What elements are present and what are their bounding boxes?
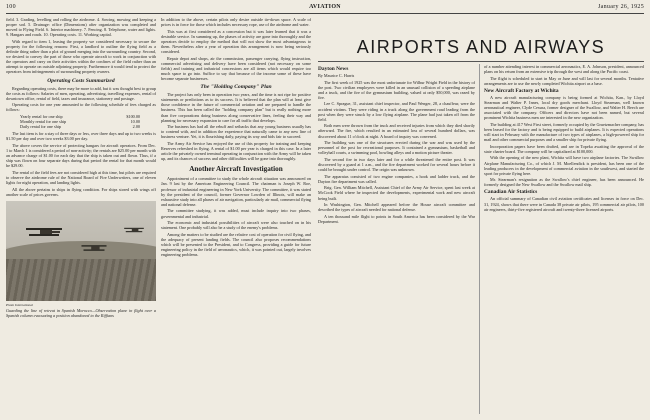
byline: By Maurice C. Harris	[318, 73, 355, 78]
column-3	[318, 64, 475, 415]
paragraph: The apparatus consisted of two engine companies, a hook and ladder truck, and the Dayton fire department was called.	[318, 173, 475, 184]
paragraph: A new aircraft manufacturing company is being formed at Wichita, Kan., by Lloyd Stearman and Walter P. Innes, local dry goods merchant. Lloyd Stearman, well known aeronautical engineer, Clyde Cessna, former designer of the Swallow, and Walter H. Beech are associated with the company. Officers and directors have not been named, but several prominent Wichita business men are interested in the new organization.	[484, 94, 644, 121]
issue-date: January 26, 1925	[598, 4, 644, 10]
paragraph: field. 3. Grading, levelling and rolling the airdrome. 4. Sowing, mowing and keeping a proper sod. 5. Drainage: office (Dimensions) after organization was completed and moved to Flying Field. 6. Interior machinery. 7. Fencing. 8. Telephone, water and lights. 9. Hangars and roads. 10. Operating costs. 11. Working capital.	[6, 17, 156, 38]
paragraph: Both men were thrown from the truck and received injuries from which they died shortly afterward. The fire, which resulted in an estimated loss of several hundred dollars, was discovered about 11 o'clock at night. A board of inquiry was convened.	[318, 123, 475, 139]
paragraph: The building at 417 West First street, formerly occupied by the Gruetzmacher company, has been leased for the factory and is being equipped to build airplanes. It is expected operations will start in February with the manufacture of two types of airplanes, a high-powered ship for mail and other commercial purposes and a smaller ship for private flying.	[484, 121, 644, 143]
article-heading: Canadian Air Statistics	[484, 189, 538, 196]
paragraph: The rental of the field fees are not considered high at this time, but pilots are required to observe the airdrome rule of the National Board of Fire Underwriters, one of eleven lights for night operation, and landing lights.	[6, 169, 156, 186]
paragraph: Lee C. Sprague, 31, assistant chief inspector, and Paul Wenger, 28, a chauffeur, were the accident victims. They were riding in a truck along the government road leading from the post when they were struck by a low flying airplane. The plane had just taken off from the field.	[318, 101, 475, 122]
paragraph: Appointment of a committee to study the whole aircraft situation was announced on Jan. 9 last by the American Engineering Council. The chairman is Joseph W. Roe, professor of industrial engineering in New York University. The committee, it was stated by the president of the council, former Governor Lowden of Illinois, will make an exhaustive study into all phases of air navigation, particularly air mail, commercial flying and national defense.	[161, 176, 311, 207]
section-banner: AIRPORTS AND AIRWAYS	[356, 37, 606, 57]
paragraph: Brig. Gen. William Mitchell, Assistant Chief of the Army Air Service, spent last week at McCook Field where he inspected the developments, experimental work and new aircraft being built.	[318, 185, 475, 201]
paragraph: The Army Air Service has enjoyed the use of this property for training and keeping Reserves refreshed in flying. A rental of $1.00 per year is charged in this case. In a later article the privately owned terminal operating in conjunction with the Army will be taken up, and its chances of success and other difficulties will be gone into thoroughly.	[161, 140, 311, 162]
paragraph: Regarding operating costs, there may be more to add, but it was thought best to group the costs as follows: Salaries of men, operating, advertising, travelling expenses, rental of downtown office, rental of field, taxes and insurance, stationery and postage.	[6, 85, 156, 101]
paragraph: The flight is scheduled to start in May or June and will last for several months. Tentative arrangements are to use the newly completed Wichita airport as a base.	[484, 75, 644, 86]
paragraph: The building was one of the structures erected during the war and was used by the personnel of the post for recreational purposes. It contained a gymnasium, basketball and volleyball courts, a swimming pool, bowling alleys and a motion picture theater.	[318, 140, 475, 156]
article-heading: Dayton News	[318, 66, 349, 72]
paragraph: The committee studying, it was added, must include inquiry into two phases, governmental and industrial.	[161, 208, 311, 219]
paragraph: An official summary of Canadian civil aviation certificates and licenses in force on Dec. 31, 1924, shows that there were in Canada 38 private air pilots, 195 commercial air pilots, 100 air engineers, thirty-five registered aircraft and twenty-three licensed airports.	[484, 196, 644, 212]
paragraph: In Washington, Gen. Mitchell appeared before the House aircraft committee and described the types of aircraft needed for national defense.	[318, 202, 475, 213]
paragraph: With the opening of the new plant, Wichita will have two airplane factories. The Swallow Airplane Manufacturing Co., of which J. M. Moellendick is president, has been one of the leading producers in the development of commercial aviation in the southwest, and started the sport for private flying here.	[484, 155, 644, 176]
biplane-icon	[124, 226, 144, 234]
paragraph: Incorporation papers have been drafted, and are in Topeka awaiting the approval of the state charter board. The company will be capitalized at $100,000.	[484, 143, 644, 154]
paragraph: Operating costs for one year amounted to the following schedule of fees charged as follows:	[6, 102, 156, 113]
paragraph: The first week of 1925 was the most unfortunate for Wilbur Wright Field in the history of the post. Two civilian employees were killed in an unusual collision of a speeding airplane and a truck, and the fire of the gymnasium building, valued at only $50,000, was razed by fire.	[318, 79, 475, 100]
photo-credit: Photo International	[6, 302, 33, 307]
section-subheading: Operating Costs Summarized	[47, 77, 115, 84]
banner-rule	[318, 61, 644, 62]
paragraph: In addition to the above, certain pilots only desire outside tie-down space. A scale of prices is in force for those which includes necessary rope, use of the airdrome and water.	[161, 17, 311, 28]
paragraph: A ten thousand mile flight to points in South America has been considered by the War Department.	[318, 213, 475, 224]
fee-value: $100.00	[126, 114, 140, 119]
paragraph: The project has only been in operation two years, and the time is not ripe for positive statements or predictions as to its success. It is believed that the plan will at least give those confidence in the future of commercial aviation and are prepared to handle the business. This has been called the "holding company plan" but is really nothing more than five corporations doing business along conservative lines, feeling their way and planning for necessary expansion to care for all traffic that develops.	[161, 92, 311, 123]
paragraph: of a number attending interest in commercial aeronautics, E. A. Johnson, president, announced plans on his return from an extensive trip through the west and along the Pacific coast.	[484, 64, 644, 75]
photo-terrain	[6, 259, 156, 301]
biplane-icon	[81, 243, 106, 253]
paragraph: The business has had all the rebuff and setbacks that any young business usually has to contend with, and in addition the experience that naturally came to any new line of business venture. Yet, it is flourishing daily, paying its way and bids fair to succeed.	[161, 124, 311, 140]
paragraph: The second fire in two days later and for a while threatened the entire post. It was discovered by a guard at 1 a.m., and the fire department worked for several hours before it could be brought under control. The origin was unknown.	[318, 156, 475, 173]
paragraph: The last item is for a stay of three days or less, over three days and up to two weeks is $1.50 per day and over two weeks $3.00 per day.	[6, 131, 156, 142]
fee-label: Daily rental for one ship	[20, 124, 61, 130]
column-2	[161, 17, 311, 415]
paragraph: The economic and industrial possibilities of aircraft were also touched on in his statement. One probably will also be a study of the enemy's problems.	[161, 220, 311, 231]
fee-value: 2.00	[132, 124, 140, 130]
fee-row	[20, 124, 140, 129]
fee-value: 10.00	[130, 119, 140, 125]
fee-table	[20, 114, 156, 129]
publication-name: AVIATION	[309, 4, 341, 10]
page-number: 100	[6, 4, 16, 10]
column-1	[6, 17, 156, 415]
column-divider	[479, 64, 480, 414]
section-subheading: The "Holding Company" Plan	[200, 84, 272, 91]
paragraph: Repair depot and shops, air the commission, passenger carrying, flying instruction, commercial advertising and delivery have been considered (not necessary on some fields) and training and industrial concessions are all items which would require too much space to go into. Suffice to say that because of the income some of these have become separate businesses.	[161, 55, 311, 82]
fee-label: Yearly rental for one ship	[20, 114, 63, 119]
photo-caption: Guarding the line of retreat in Spanish Morocco—Observation plane in flight over a Spanish column evacuating a position abandoned to the Riffians	[6, 307, 156, 318]
paragraph: Mr. Stearman's resignation as the Swallow's chief engineer, has been announced. He formerly designed the New Swallow and the Swallow mail ship.	[484, 177, 644, 188]
fee-label: Monthly rental for one ship	[20, 119, 67, 125]
paragraph: Among the matters to be studied are the relative cost of operation for civil flying, and the adequacy of present landing fields. The council also proposes recommendations which will be presented to the President, and to Congress, providing a guide for future engineering policy in the field of aeronautics, which, it was pointed out, largely involves engineering problems.	[161, 231, 311, 258]
article-heading: Another Aircraft Investigation	[189, 165, 283, 174]
paragraph: With regard to item 1, leasing the property we considered necessary to secure the property for the following reasons: First, a landlord to outline the flying field as a definite thing rather than a plot of ground merging into the surrounding country. Second, we desired to convey the part of those who operate aircraft to work in conjunction with the operators and carry on their activities within the confines of the field rather than an attempt to operate on outside adjoining property. Furthermore it would tend to protect the operators from infringements of surrounding property owners.	[6, 38, 156, 75]
column-4	[484, 64, 644, 415]
header-rule	[6, 13, 644, 14]
paragraph: The above covers the service of protecting hangars for aircraft operators. From Dec. 1 to March 1 is considered a period of non-activity; the rentals are $25.00 per month with an advance charge of $1.00 for each day that the ship is taken out and flown. Thus, if a ship was flown on four separate days during that period the rental for that month would be $29.00.	[6, 142, 156, 169]
paragraph: This was at first considered as a concession but it was later learned that it was a desirable service. In summing up, the phases of activity are gone into thoroughly and the operators decide to employ the method that will not show the most advantageous to them. Nevertheless after a year of operation this arrangement is now being seriously considered.	[161, 28, 311, 55]
article-heading: New Aircraft Factory at Wichita	[484, 87, 559, 94]
paragraph: All the above pertains to ships in flying condition. For ships stored with wings off another scale of prices governs.	[6, 186, 156, 197]
observation-plane-photo	[6, 201, 156, 301]
biplane-icon	[26, 225, 62, 239]
